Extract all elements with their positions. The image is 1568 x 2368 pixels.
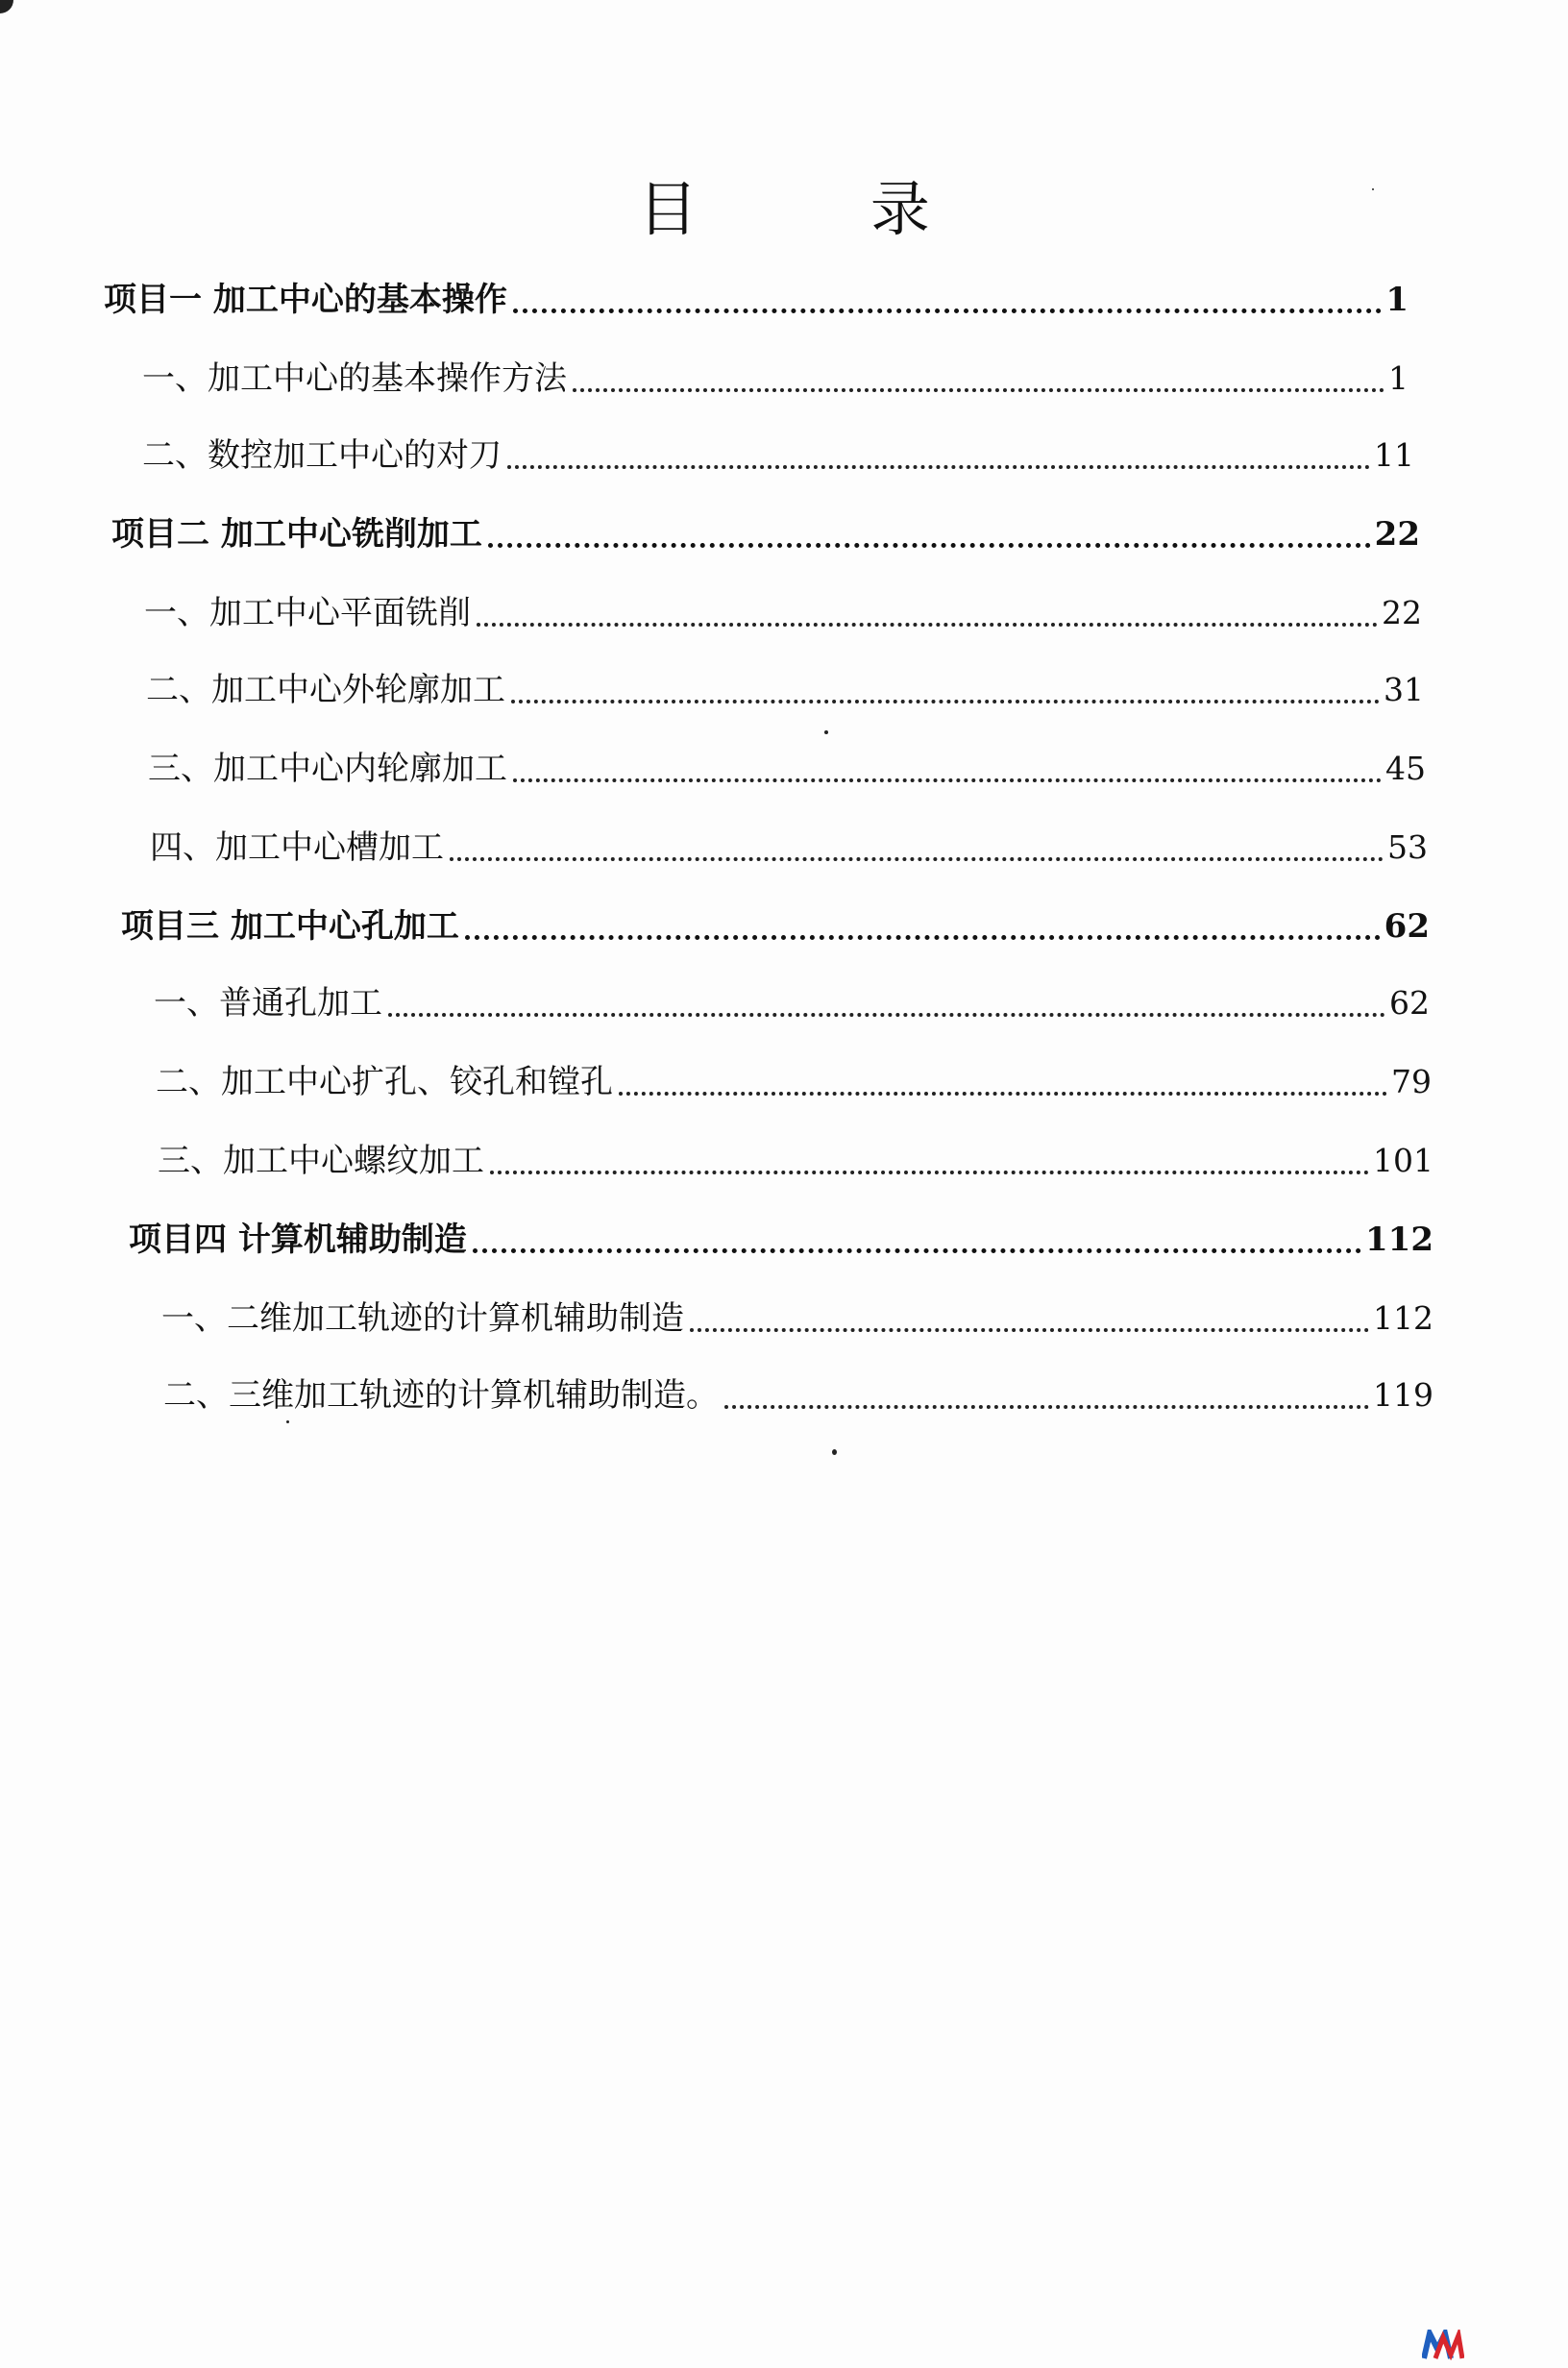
dot-leader <box>450 857 1384 861</box>
toc-page-number: 62 <box>1389 984 1430 1022</box>
toc-chapter-4[interactable] <box>129 1217 1433 1263</box>
scan-speck <box>824 730 828 734</box>
toc-label: 二、三维加工轨迹的计算机辅助制造。 <box>163 1376 719 1415</box>
dot-leader <box>465 935 1381 940</box>
toc-chapter-2[interactable] <box>111 511 1420 557</box>
title-char-2: 录 <box>870 174 930 244</box>
toc-page-number: 22 <box>1374 515 1420 554</box>
dot-leader <box>511 700 1380 703</box>
toc-page-number: 22 <box>1382 594 1422 631</box>
publisher-logo-icon <box>1422 2330 1464 2360</box>
dot-leader <box>619 1092 1387 1096</box>
toc-section-2-4[interactable] <box>150 825 1428 871</box>
toc-section-2-3[interactable] <box>148 746 1426 792</box>
dot-leader <box>473 1248 1361 1253</box>
toc-label: 三、加工中心螺纹加工 <box>158 1142 484 1180</box>
toc-page-number: 31 <box>1384 671 1424 708</box>
dot-leader <box>477 623 1378 627</box>
scan-speck <box>832 1449 837 1455</box>
toc-label: 三、加工中心内轮廓加工 <box>148 750 507 788</box>
toc-label: 项目一 加工中心的基本操作 <box>104 281 507 319</box>
dot-leader <box>507 465 1370 469</box>
toc-page-number: 79 <box>1391 1063 1432 1100</box>
toc-label: 一、加工中心的基本操作方法 <box>142 359 567 398</box>
toc-chapter-1[interactable] <box>104 277 1409 323</box>
toc-page-number: 62 <box>1384 907 1430 946</box>
toc-page-number: 1 <box>1385 281 1409 319</box>
toc-page-number: 45 <box>1385 750 1426 787</box>
toc-label: 二、数控加工中心的对刀 <box>142 436 502 475</box>
page-title <box>0 161 1568 247</box>
toc-label: 项目二 加工中心铣削加工 <box>111 515 482 554</box>
dot-leader <box>690 1328 1369 1332</box>
toc-section-4-1[interactable] <box>161 1295 1433 1342</box>
toc-label: 四、加工中心槽加工 <box>150 828 444 867</box>
toc-label: 二、加工中心扩孔、铰孔和镗孔 <box>156 1063 613 1101</box>
scan-speck <box>1372 188 1374 190</box>
toc-section-3-2[interactable] <box>156 1059 1432 1105</box>
toc-label: 项目四 计算机辅助制造 <box>129 1221 467 1259</box>
toc-label: 一、加工中心平面铣削 <box>144 594 471 632</box>
toc-section-1-1[interactable] <box>142 356 1409 402</box>
dot-leader <box>573 388 1384 392</box>
scan-corner-mark <box>0 0 13 13</box>
dot-leader <box>724 1405 1369 1409</box>
scan-speck <box>286 1420 289 1423</box>
toc-section-2-2[interactable] <box>146 667 1424 713</box>
toc-label: 一、二维加工轨迹的计算机辅助制造 <box>161 1299 684 1338</box>
dot-leader <box>513 308 1382 313</box>
toc-section-1-2[interactable] <box>142 432 1414 479</box>
toc-chapter-3[interactable] <box>121 903 1430 950</box>
dot-leader <box>488 543 1371 548</box>
dot-leader <box>388 1013 1385 1017</box>
toc-section-4-2[interactable] <box>163 1372 1433 1418</box>
toc-page-number: 1 <box>1388 359 1409 397</box>
dot-leader <box>490 1171 1369 1174</box>
toc-label: 二、加工中心外轮廓加工 <box>146 671 505 709</box>
toc-page-number: 119 <box>1373 1376 1433 1414</box>
toc-section-3-3[interactable] <box>158 1138 1433 1184</box>
toc-section-3-1[interactable] <box>154 980 1430 1026</box>
toc-page-number: 101 <box>1373 1142 1433 1179</box>
toc-label: 一、普通孔加工 <box>154 984 382 1023</box>
toc-page-number: 53 <box>1387 828 1428 866</box>
toc-page-number: 112 <box>1373 1299 1433 1337</box>
toc-page-number: 11 <box>1374 436 1414 474</box>
toc-section-2-1[interactable] <box>144 590 1422 636</box>
title-char-1: 目 <box>638 174 698 244</box>
dot-leader <box>513 778 1382 782</box>
toc-label: 项目三 加工中心孔加工 <box>121 907 459 946</box>
toc-page-number: 112 <box>1365 1221 1433 1259</box>
